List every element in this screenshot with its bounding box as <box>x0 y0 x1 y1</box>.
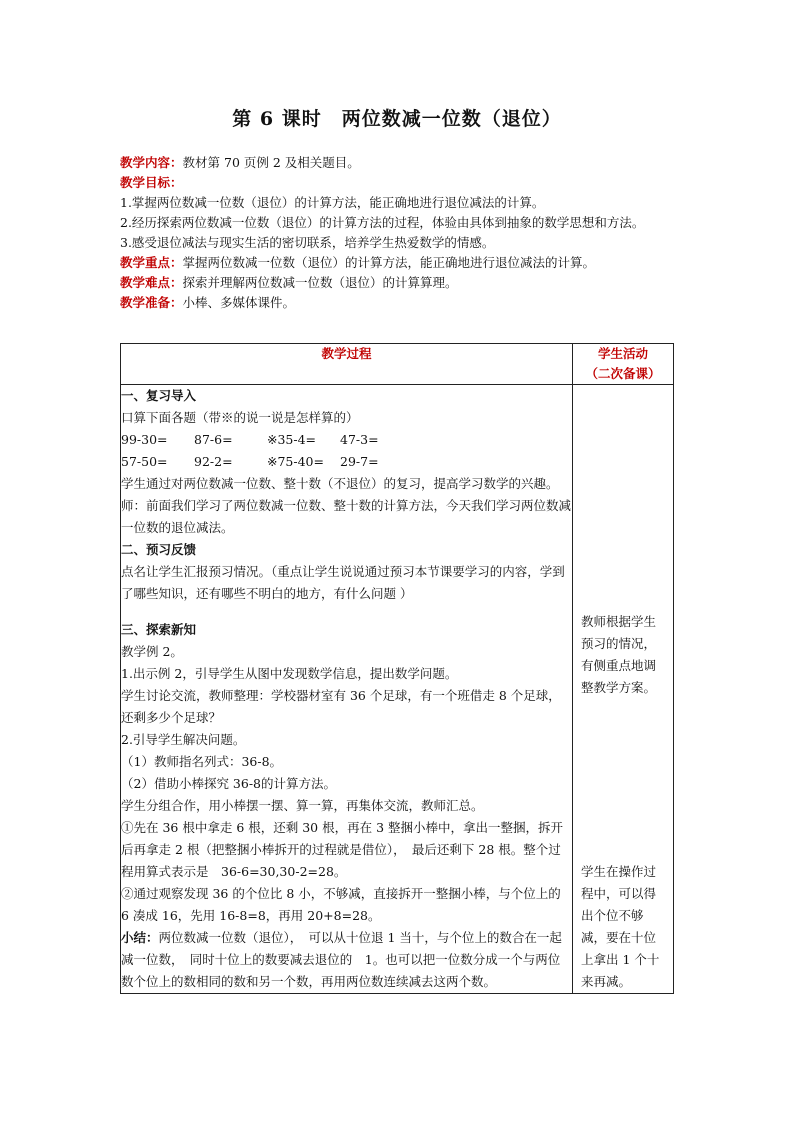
equation: 92-2= <box>194 454 233 469</box>
explore-line: 学生分组合作，用小棒摆一摆、算一算，再集体交流，教师汇总。 <box>121 798 484 813</box>
lesson-meta <box>120 153 680 313</box>
difficult-point-text: 探索并理解两位数减一位数（退位）的计算算理。 <box>182 275 458 290</box>
explore-line: （1）教师指名列式：36-8。 <box>121 754 283 769</box>
equation: 57-50= <box>121 454 168 469</box>
explore-line: ①先在 36 根中拿走 6 根，还剩 30 根，再在 3 整捆小棒中，拿出一整捆，拆开后再拿走 2 根（把整捆小棒拆开的过程就是借位）， 最后还剩下 28 根。整个过程用算式表示是 36-6=30,30-2=28。 <box>121 820 564 879</box>
equation-row <box>121 451 572 473</box>
review-paragraph: 学生通过对两位数减一位数、整十数（不退位）的复习，提高学习数学的兴趣。 <box>121 476 559 491</box>
content-text: 教材第 70 页例 2 及相关题目。 <box>182 155 360 170</box>
preparation-text: 小棒、多媒体课件。 <box>182 295 296 310</box>
teacher-paragraph: 师：前面我们学习了两位数减一位数、整十数的计算方法，今天我们学习两位数减一位数的退位减法。 <box>121 498 572 535</box>
student-activity-cell <box>573 385 674 994</box>
difficult-point-label: 教学难点： <box>120 275 183 290</box>
equation-row <box>121 429 572 451</box>
preparation-row <box>120 293 680 313</box>
goal-item: 1.掌握两位数减一位数（退位）的计算方法，能正确地进行退位减法的计算。 <box>120 195 545 210</box>
section-explore-heading: 三、探索新知 <box>121 622 197 637</box>
table-header-row <box>121 344 674 385</box>
goal-item: 2.经历探索两位数减一位数（退位）的计算方法的过程，体验由具体到抽象的数学思想和方法。 <box>120 215 645 230</box>
goal-item: 3.感受退位减法与现实生活的密切联系，培养学生热爱数学的情感。 <box>120 235 495 250</box>
equation: ※35-4= <box>267 432 317 447</box>
preview-paragraph: 点名让学生汇报预习情况。（重点让学生说说通过预习本节课要学习的内容，学到了哪些知识，还有哪些不明白的地方，有什么问题 ） <box>121 564 565 601</box>
content-label: 教学内容： <box>120 155 183 170</box>
header-teaching-process: 教学过程 <box>121 344 573 385</box>
equation: 87-6= <box>194 432 233 447</box>
lesson-table <box>120 343 674 994</box>
section-preview-heading: 二、预习反馈 <box>121 542 197 557</box>
header-side-line1: 学生活动 <box>597 346 648 361</box>
equation: 29-7= <box>340 454 379 469</box>
side-note-preview: 教师根据学生预习的情况，有侧重点地调整教学方案。 <box>581 614 657 695</box>
page-title: 第 6 课时 两位数减一位数（退位） <box>232 108 562 130</box>
explore-line: 学生讨论交流，教师整理：学校器材室有 36 个足球，有一个班借走 8 个足球，还剩多少个足球？ <box>121 688 561 725</box>
explore-line: 2.引导学生解决问题。 <box>121 732 246 747</box>
explore-line: ②通过观察发现 36 的个位比 8 小，不够减，直接拆开一整捆小棒，与个位上的 6 凑成 16，先用 16-8=8，再用 20+8=28。 <box>121 886 561 923</box>
header-side-line2: （二次备课） <box>585 366 661 381</box>
summary-label: 小结： <box>121 930 159 945</box>
explore-line: 教学例 2。 <box>121 644 183 659</box>
difficult-point-row <box>120 273 680 293</box>
spacer <box>121 605 572 619</box>
teaching-process-cell <box>121 385 573 994</box>
key-point-label: 教学重点： <box>120 255 183 270</box>
explore-line: （2）借助小棒探究 36-8的计算方法。 <box>121 776 337 791</box>
header-student-activity <box>573 344 674 385</box>
review-intro: 口算下面各题（带※的说一说是怎样算的） <box>121 410 359 425</box>
content-row <box>120 153 680 173</box>
side-note-operation: 学生在操作过程中，可以得出个位不够减，要在十位上拿出 1 个十来再减。 <box>581 864 660 989</box>
explore-line: 1.出示例 2，引导学生从图中发现数学信息，提出数学问题。 <box>121 666 458 681</box>
key-point-text: 掌握两位数减一位数（退位）的计算方法，能正确地进行退位减法的计算。 <box>182 255 596 270</box>
summary-text: 两位数减一位数（退位）， 可以从十位退 1 当十，与个位上的数合在一起减一位数， 同时十位上的数要减去退位的 1。也可以把一位数分成一个与两位数个位上的数相同的数和另一个数，再用两位数连续减去这两个数。 <box>121 930 562 989</box>
preparation-label: 教学准备： <box>120 295 183 310</box>
table-body-row <box>121 385 674 994</box>
summary-paragraph <box>121 927 572 993</box>
equation: 99-30= <box>121 432 168 447</box>
goals-label: 教学目标： <box>120 175 183 190</box>
goals-row <box>120 173 680 193</box>
equation: 47-3= <box>340 432 379 447</box>
section-review-heading: 一、复习导入 <box>121 388 197 403</box>
equation: ※75-40= <box>267 454 324 469</box>
key-point-row <box>120 253 680 273</box>
